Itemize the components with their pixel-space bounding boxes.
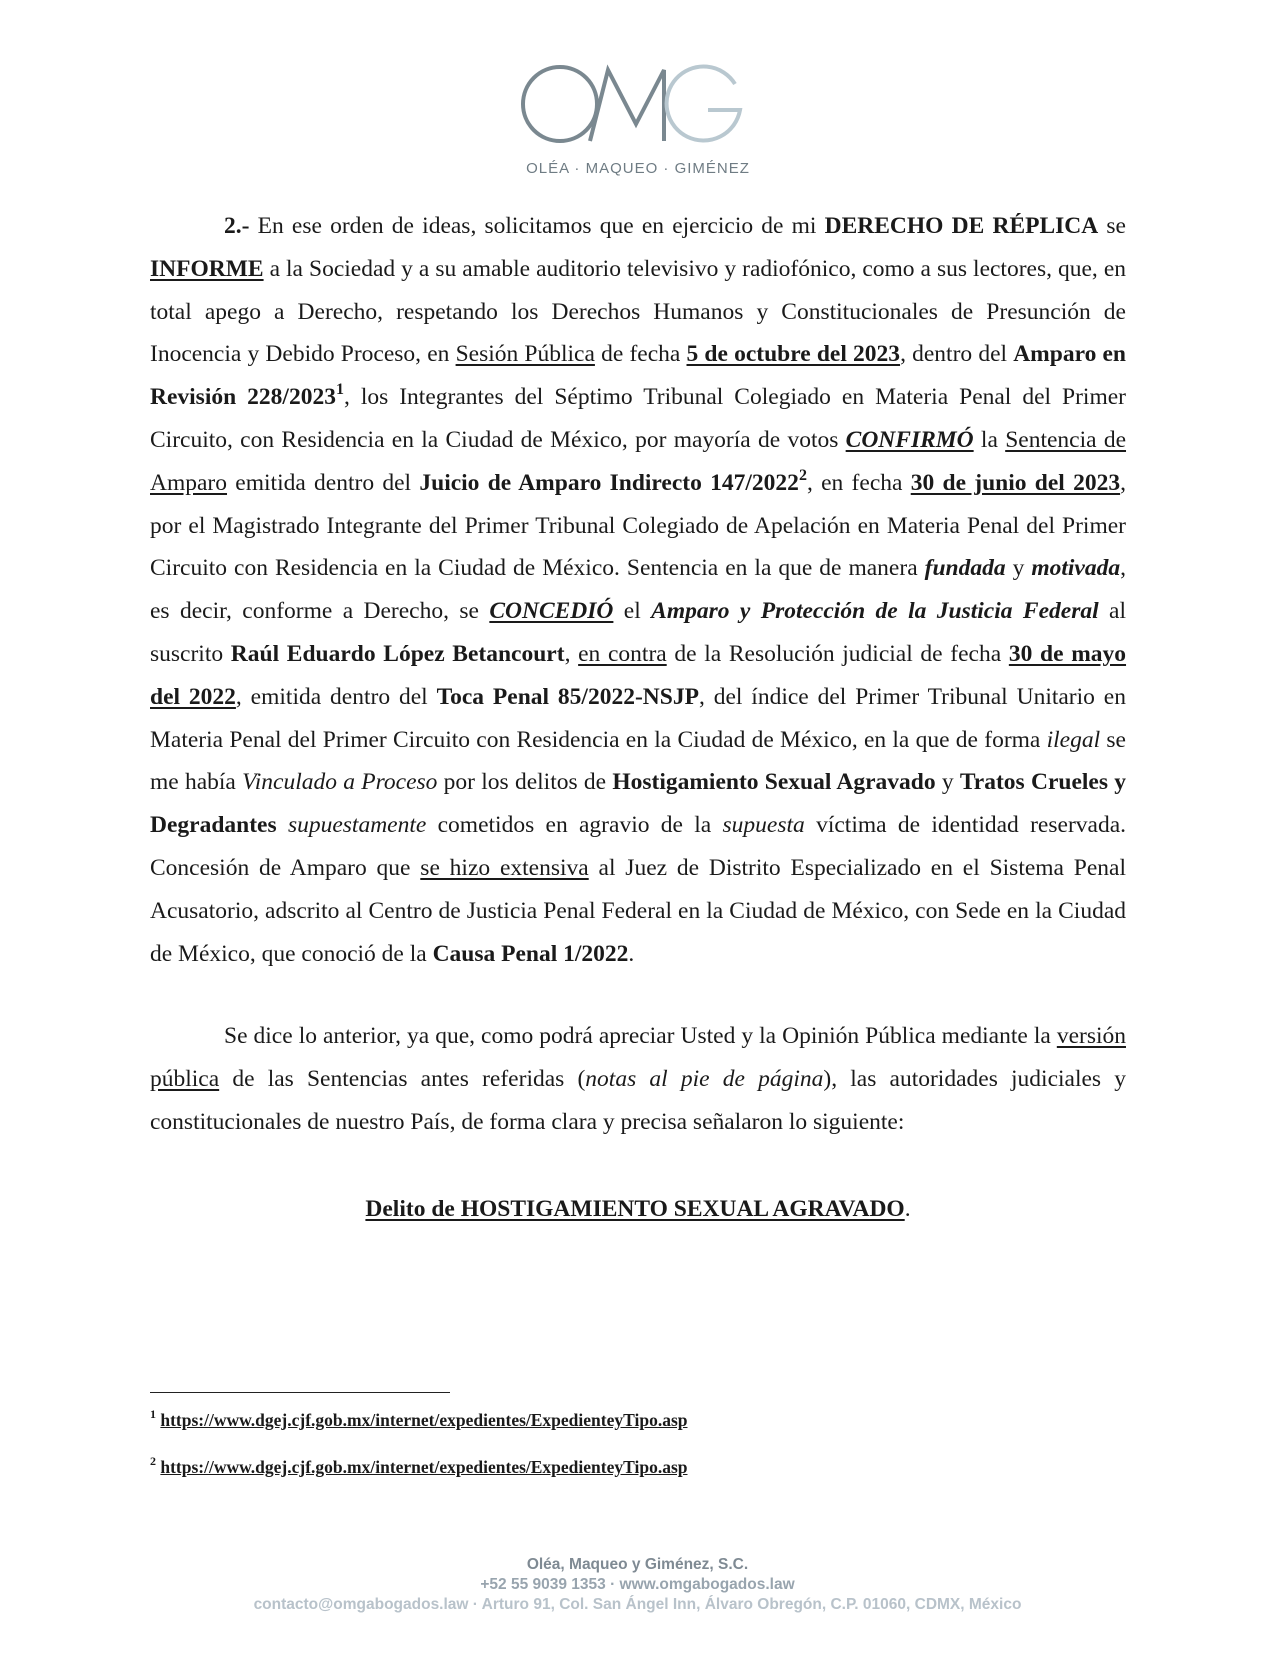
section-title: Delito de HOSTIGAMIENTO SEXUAL AGRAVADO. <box>365 1195 911 1222</box>
amparo-revision: Amparo en Revisión 228/2023 <box>150 341 1126 411</box>
omg-logo-graphic <box>518 62 758 182</box>
date-may-2022: 30 de mayo del 2022 <box>150 640 1127 710</box>
document-body <box>150 205 1126 1223</box>
footnote-1: $^1$ https://www.dgej.cjf.gob.mx/internet/expedientes/ExpedienteyTipo.asp <box>150 1407 688 1430</box>
footnote-1-link[interactable]: https://www.dgej.cjf.gob.mx/internet/expedientes/ExpedienteyTipo.asp <box>160 1410 688 1430</box>
footer-firm: Oléa, Maqueo y Giménez, S.C. <box>526 1556 749 1573</box>
logo-letter-g <box>666 67 739 141</box>
logo-letter-o <box>523 67 597 141</box>
footnote-2-link[interactable]: https://www.dgej.cjf.gob.mx/internet/expedientes/ExpedienteyTipo.asp <box>160 1457 688 1477</box>
firm-logo <box>0 62 1275 197</box>
date-oct-2023: 5 de octubre del 2023 <box>686 341 901 368</box>
toca-penal: Toca Penal 85/2022-NSJP <box>436 683 699 710</box>
logo-letter-m <box>590 70 664 141</box>
derecho-replica: DERECHO DE RÉPLICA <box>824 213 1099 239</box>
juicio-amparo: Juicio de Amparo Indirecto 147/2022 <box>419 469 799 496</box>
sentencia-amparo: Sentencia de Amparo <box>150 426 1127 496</box>
page-footer <box>0 1555 1275 1615</box>
sesion-publica: Sesión Pública <box>455 341 595 368</box>
footer-address: contacto@omgabogados.law · Arturo 91, Col. San Ángel Inn, Álvaro Obregón, C.P. 01060, CDMX, México <box>253 1596 1022 1613</box>
footer-contact: +52 55 9039 1353 · www.omgabogados.law <box>480 1576 795 1593</box>
paragraph-number: 2.- <box>224 213 250 239</box>
footnote-separator <box>150 1392 450 1393</box>
amparo-proteccion: Amparo y Protección de la Justicia Federal <box>651 598 1099 625</box>
person-name: Raúl Eduardo López Betancourt <box>230 640 565 667</box>
footnote-ref-1[interactable]: 1 <box>335 381 344 399</box>
date-jun-2023: 30 de junio del 2023 <box>910 469 1121 496</box>
paragraph-gap <box>150 975 1126 1015</box>
logo-firm-names: OLÉA · MAQUEO · GIMÉNEZ <box>525 160 750 177</box>
version-publica: versión pública <box>150 1023 1126 1093</box>
paragraph-opinion: Se dice lo anterior, ya que, como podrá apreciar Usted y la Opinión Pública mediante la versión pública de las Sentencias antes referidas (notas al pie de página), las autoridades judiciales y constitucionales de nuestro País, de forma clara y precisa señalaron lo siguiente: <box>150 1023 1126 1135</box>
footnote-2: $^2$ https://www.dgej.cjf.gob.mx/internet/expedientes/ExpedienteyTipo.asp <box>150 1454 688 1477</box>
paragraph-replica: 2.- En ese orden de ideas, solicitamos que en ejercicio de mi DERECHO DE RÉPLICA se INFORME a la Sociedad y a su amable auditorio televisivo y radiofónico, como a sus lectores, que, en total apego a Derecho, respetando los Derechos Humanos y Constitucionales de Presunción de Inocencia y Debido Proceso, en Sesión Pública de fecha 5 de octubre del 2023, dentro del Amparo en Revisión 228/2023$^1$, los Integrantes del Séptimo Tribunal Colegiado en Materia Penal del Primer Circuito, con Residencia en la Ciudad de México, por mayoría de votos CONFIRMÓ la Sentencia de Amparo emitida dentro del Juicio de Amparo Indirecto 147/2022$^2$, en fecha 30 de junio del 2023, por el Magistrado Integrante del Primer Tribunal Colegiado de Apelación en Materia Penal del Primer Circuito con Residencia en la Ciudad de México. Sentencia en la que de manera fundada y motivada, es decir, conforme a Derecho, se CONCEDIÓ el Amparo y Protección de la Justicia Federal al suscrito Raúl Eduardo López Betancourt, en contra de la Resolución judicial de fecha 30 de mayo del 2022, emitida dentro del Toca Penal 85/2022-NSJP, del índice del Primer Tribunal Unitario en Materia Penal del Primer Circuito con Residencia en la Ciudad de México, en la que de forma ilegal se me había Vinculado a Proceso por los delitos de Hostigamiento Sexual Agravado y Tratos Crueles y Degradantes supuestamente cometidos en agravio de la supuesta víctima de identidad reservada. Concesión de Amparo que se hizo extensiva al Juez de Distrito Especializado en el Sistema Penal Acusatorio, adscrito al Centro de Justicia Penal Federal en la Ciudad de México, con Sede en la Ciudad de México, que conoció de la Causa Penal 1/2022. <box>150 213 1127 967</box>
causa-penal: Causa Penal 1/2022 <box>432 940 629 967</box>
confirmo: CONFIRMÓ <box>845 426 974 453</box>
informe: INFORME <box>150 255 264 282</box>
footnote-ref-2[interactable]: 2 <box>798 466 807 484</box>
concedio: CONCEDIÓ <box>489 598 614 625</box>
